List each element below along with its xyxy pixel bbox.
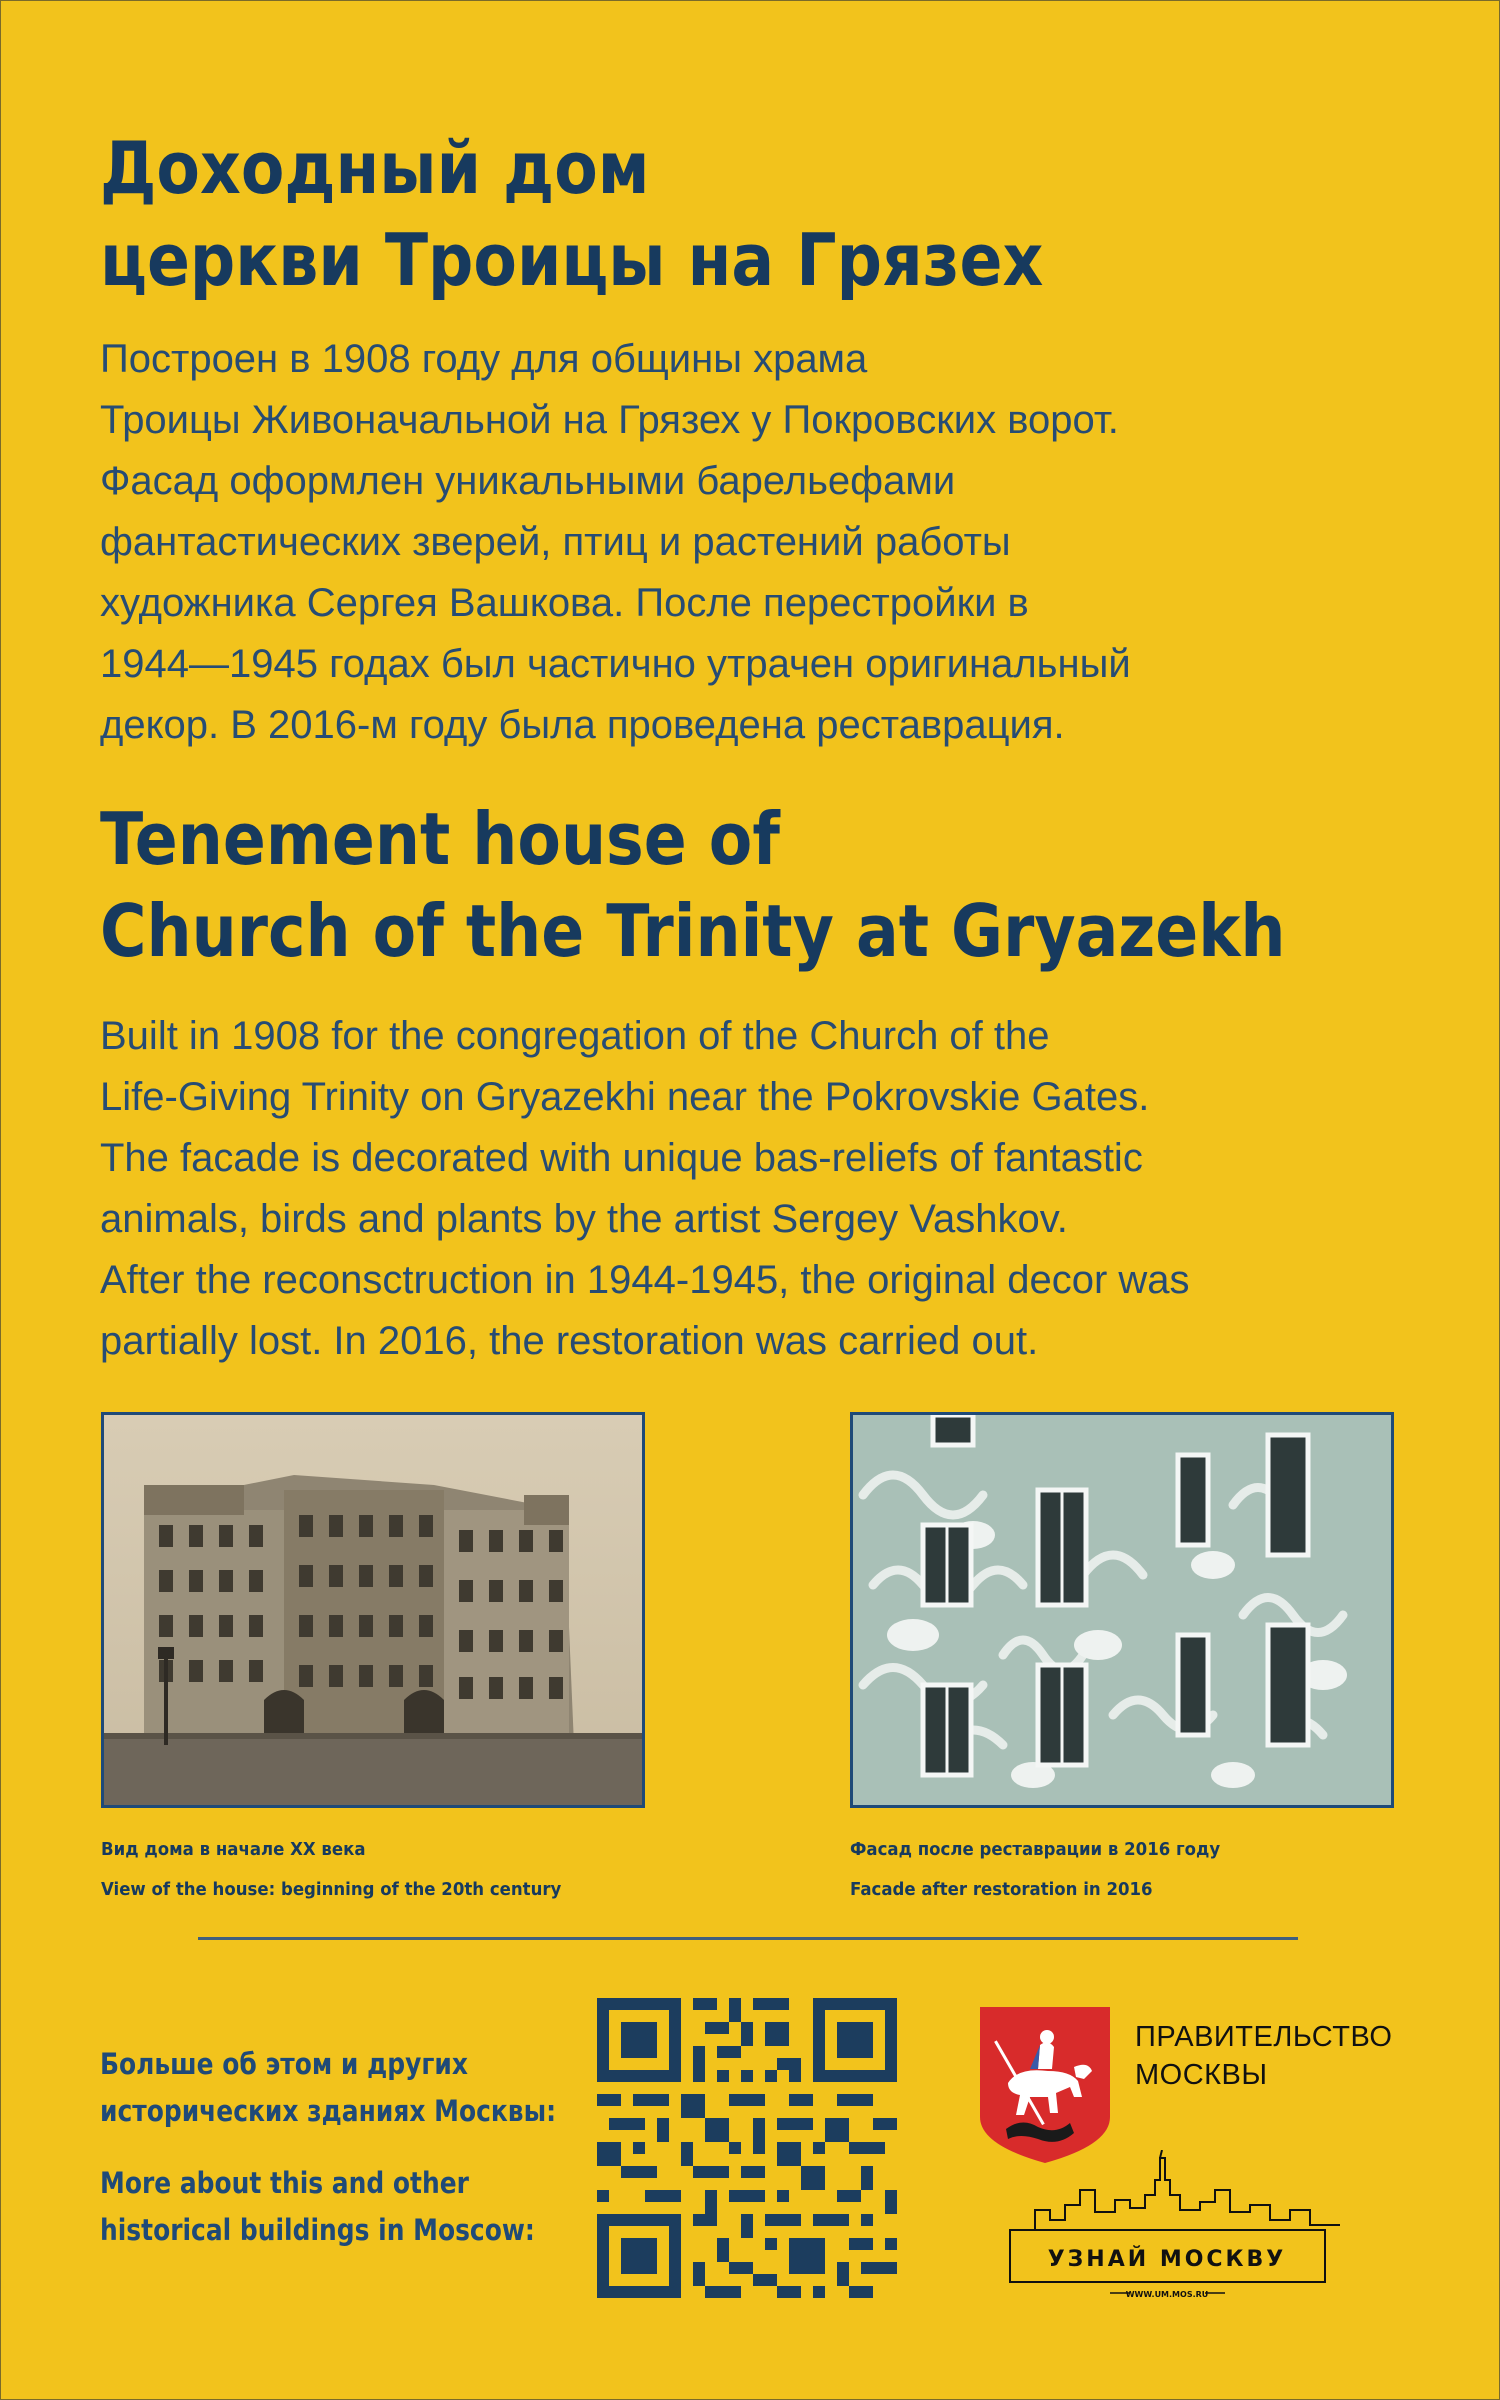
caption-photo-1 [101, 1830, 561, 1910]
moscow-coat-of-arms-icon [978, 2005, 1112, 2165]
title-en [100, 793, 1285, 977]
title-en-line-2: Church of the Trinity at Gryazekh [100, 889, 1286, 973]
body-en [100, 1006, 1420, 1372]
more-info-ru-line-1: Больше об этом и других [100, 2047, 468, 2081]
more-info-ru-line-2: исторических зданиях Москвы: [100, 2094, 557, 2128]
caption-photo-2 [850, 1830, 1220, 1910]
body-en-line: The facade is decorated with unique bas-reliefs of fantastic [100, 1136, 1143, 1180]
body-en-line: animals, birds and plants by the artist Sergey Vashkov. [100, 1197, 1068, 1241]
body-en-line: Life-Giving Trinity on Gryazekhi near the Pokrovskie Gates. [100, 1075, 1150, 1119]
body-ru-line: Фасад оформлен уникальными барельефами [100, 459, 956, 503]
moscow-government-label [1135, 2018, 1392, 2094]
title-en-line-1: Tenement house of [100, 797, 780, 881]
body-en-line: partially lost. In 2016, the restoration was carried out. [100, 1319, 1039, 1363]
body-ru-line: декор. В 2016-м году была проведена реставрация. [100, 703, 1065, 747]
body-ru-line: художника Сергея Вашкова. После перестройки в [100, 581, 1029, 625]
caption-photo-2-en: Facade after restoration in 2016 [850, 1879, 1153, 1900]
caption-photo-2-ru: Фасад после реставрации в 2016 году [850, 1839, 1221, 1860]
restored-facade-photo [850, 1412, 1394, 1808]
body-ru-line: фантастических зверей, птиц и растений работы [100, 520, 1011, 564]
more-info-ru [100, 2041, 556, 2135]
divider-line [198, 1937, 1298, 1940]
historic-building-photo [101, 1412, 645, 1808]
restored-facade-icon [853, 1415, 1391, 1805]
title-ru [100, 122, 1043, 306]
gov-line-2: МОСКВЫ [1135, 2059, 1268, 2091]
qr-code-icon[interactable] [597, 1998, 897, 2298]
uznai-moskvu-url: WWW.UM.MOS.RU [1125, 2290, 1209, 2299]
body-ru [100, 329, 1420, 756]
uznai-moskvu-logo-icon[interactable] [1005, 2150, 1345, 2300]
title-ru-line-1: Доходный дом [100, 126, 650, 210]
caption-photo-1-en: View of the house: beginning of the 20th century [101, 1879, 562, 1900]
uznai-moskvu-logo-text: УЗНАЙ МОСКВУ [1047, 2247, 1287, 2272]
caption-photo-1-ru: Вид дома в начале XX века [101, 1839, 366, 1860]
gov-line-1: ПРАВИТЕЛЬСТВО [1135, 2021, 1393, 2053]
body-ru-line: Троицы Живоначальной на Грязех у Покровских ворот. [100, 398, 1119, 442]
more-info-en-line-2: historical buildings in Moscow: [100, 2213, 535, 2247]
body-ru-line: 1944—1945 годах был частично утрачен оригинальный [100, 642, 1131, 686]
body-en-line: After the reconsctruction in 1944-1945, the original decor was [100, 1258, 1190, 1302]
more-info-en-line-1: More about this and other [100, 2166, 469, 2200]
more-info-en [100, 2160, 535, 2254]
body-ru-line: Построен в 1908 году для общины храма [100, 337, 868, 381]
body-en-line: Built in 1908 for the congregation of the Church of the [100, 1014, 1050, 1058]
historic-building-icon [104, 1415, 642, 1805]
title-ru-line-2: церкви Троицы на Грязех [100, 218, 1044, 302]
